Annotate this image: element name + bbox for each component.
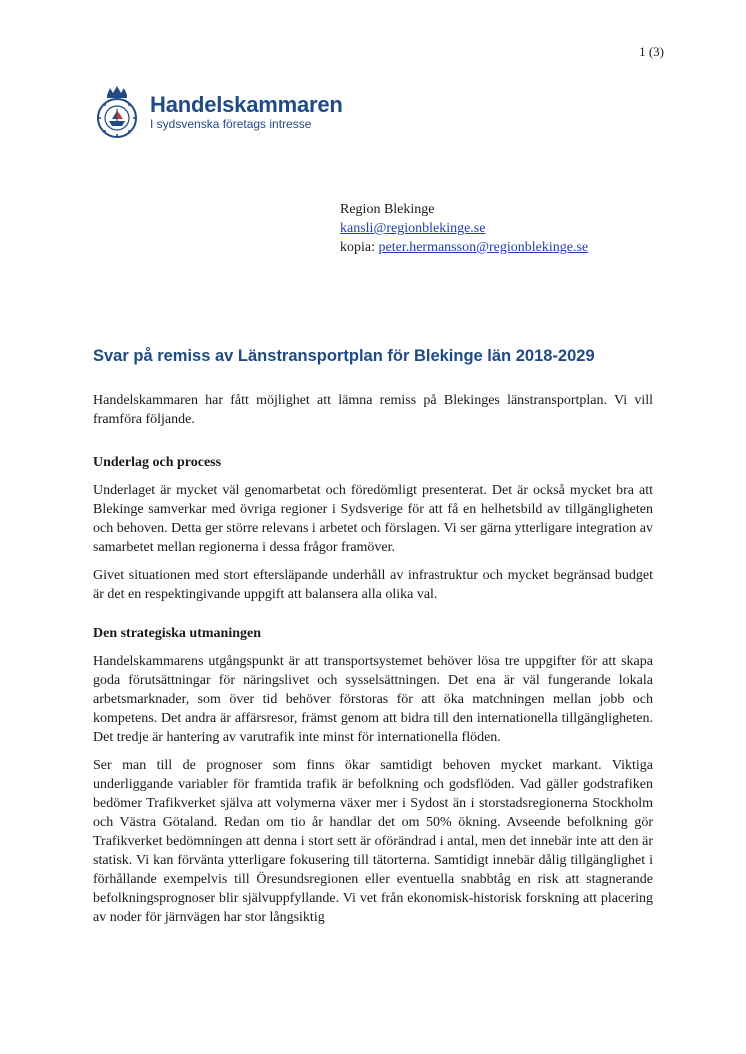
intro-paragraph: Handelskammaren har fått möjlighet att lämna remiss på Blekinges länstransportplan. Vi vill framföra följande. — [93, 393, 653, 427]
logo — [92, 84, 343, 140]
section-heading-underlag: Underlag och process — [93, 455, 222, 470]
paragraph: Handelskammarens utgångspunkt är att transportsystemet behöver lösa tre uppgifter för att skapa goda förutsättningar för näringslivet och sysselsättningen. Det ena är väl fungerande lokala arbetsmarknader, som över tid behöver förstoras för att öka matchningen mellan jobb och kompetens. Det andra är affärsresor, främst genom att bidra till den internationella tillgängligheten. Det tredje är hantering av varutrafik inte minst för internationella flöden. — [93, 654, 653, 745]
section-heading-strategiska: Den strategiska utmaningen — [93, 626, 262, 641]
paragraph: Ser man till de prognoser som finns ökar samtidigt behoven mycket markant. Viktiga underliggande variabler för framtida trafik är befolkning och godsflöden. Vad gäller godstrafiken bedömer Trafikverket själva att volymerna växer mer i Sydost än i storstadsregionerna Stockholm och Västra Götaland. Redan om tio år handlar det om 50% ökning. Avseende befolkning gör Trafikverket bedömningen att denna i stort sett är oförändrad i antal, men det innebär inte att den är statisk. Vi kan förvänta ytterligare fokusering till tätorterna. Samtidigt innebär dålig tillgänglighet i förhållande exempelvis till Öresundsregionen eller eventuella snabbtåg en risk att stagnerande befolkningsprognoser blir självuppfyllande. Vi vet från ekonomisk-historisk forskning att placering av noder för järnvägen har stor långsiktig — [93, 758, 653, 925]
document-body — [93, 391, 653, 936]
recipient-name: Region Blekinge — [340, 202, 435, 217]
paragraph: Underlaget är mycket väl genomarbetat och föredömligt presenterat. Det är också mycket bra att Blekinge samverkar med övriga regioner i Sydsverige för att få en helhetsbild av tillgängligheten och behoven. Detta ger större relevans i arbetet och förslagen. Vi ser gärna ytterligare integration av samarbetet mellan regionerna i dessa frågor framöver. — [93, 483, 653, 555]
logo-name: Handelskammaren — [150, 91, 343, 117]
handelskammaren-seal-icon — [92, 84, 142, 140]
recipient-email-link[interactable]: kansli@regionblekinge.se — [340, 221, 486, 236]
paragraph: Givet situationen med stort eftersläpande underhåll av infrastruktur och mycket begränsad budget är det en respektingivande uppgift att balansera alla olika val. — [93, 568, 653, 602]
page-number: 1 (3) — [639, 44, 664, 59]
copy-label: kopia: — [340, 240, 379, 255]
document-title: Svar på remiss av Länstransportplan för Blekinge län 2018-2029 — [93, 347, 595, 365]
logo-tagline: I sydsvenska företags intresse — [150, 116, 312, 131]
copy-email-link[interactable]: peter.hermansson@regionblekinge.se — [378, 240, 589, 255]
recipient-address — [340, 200, 588, 257]
